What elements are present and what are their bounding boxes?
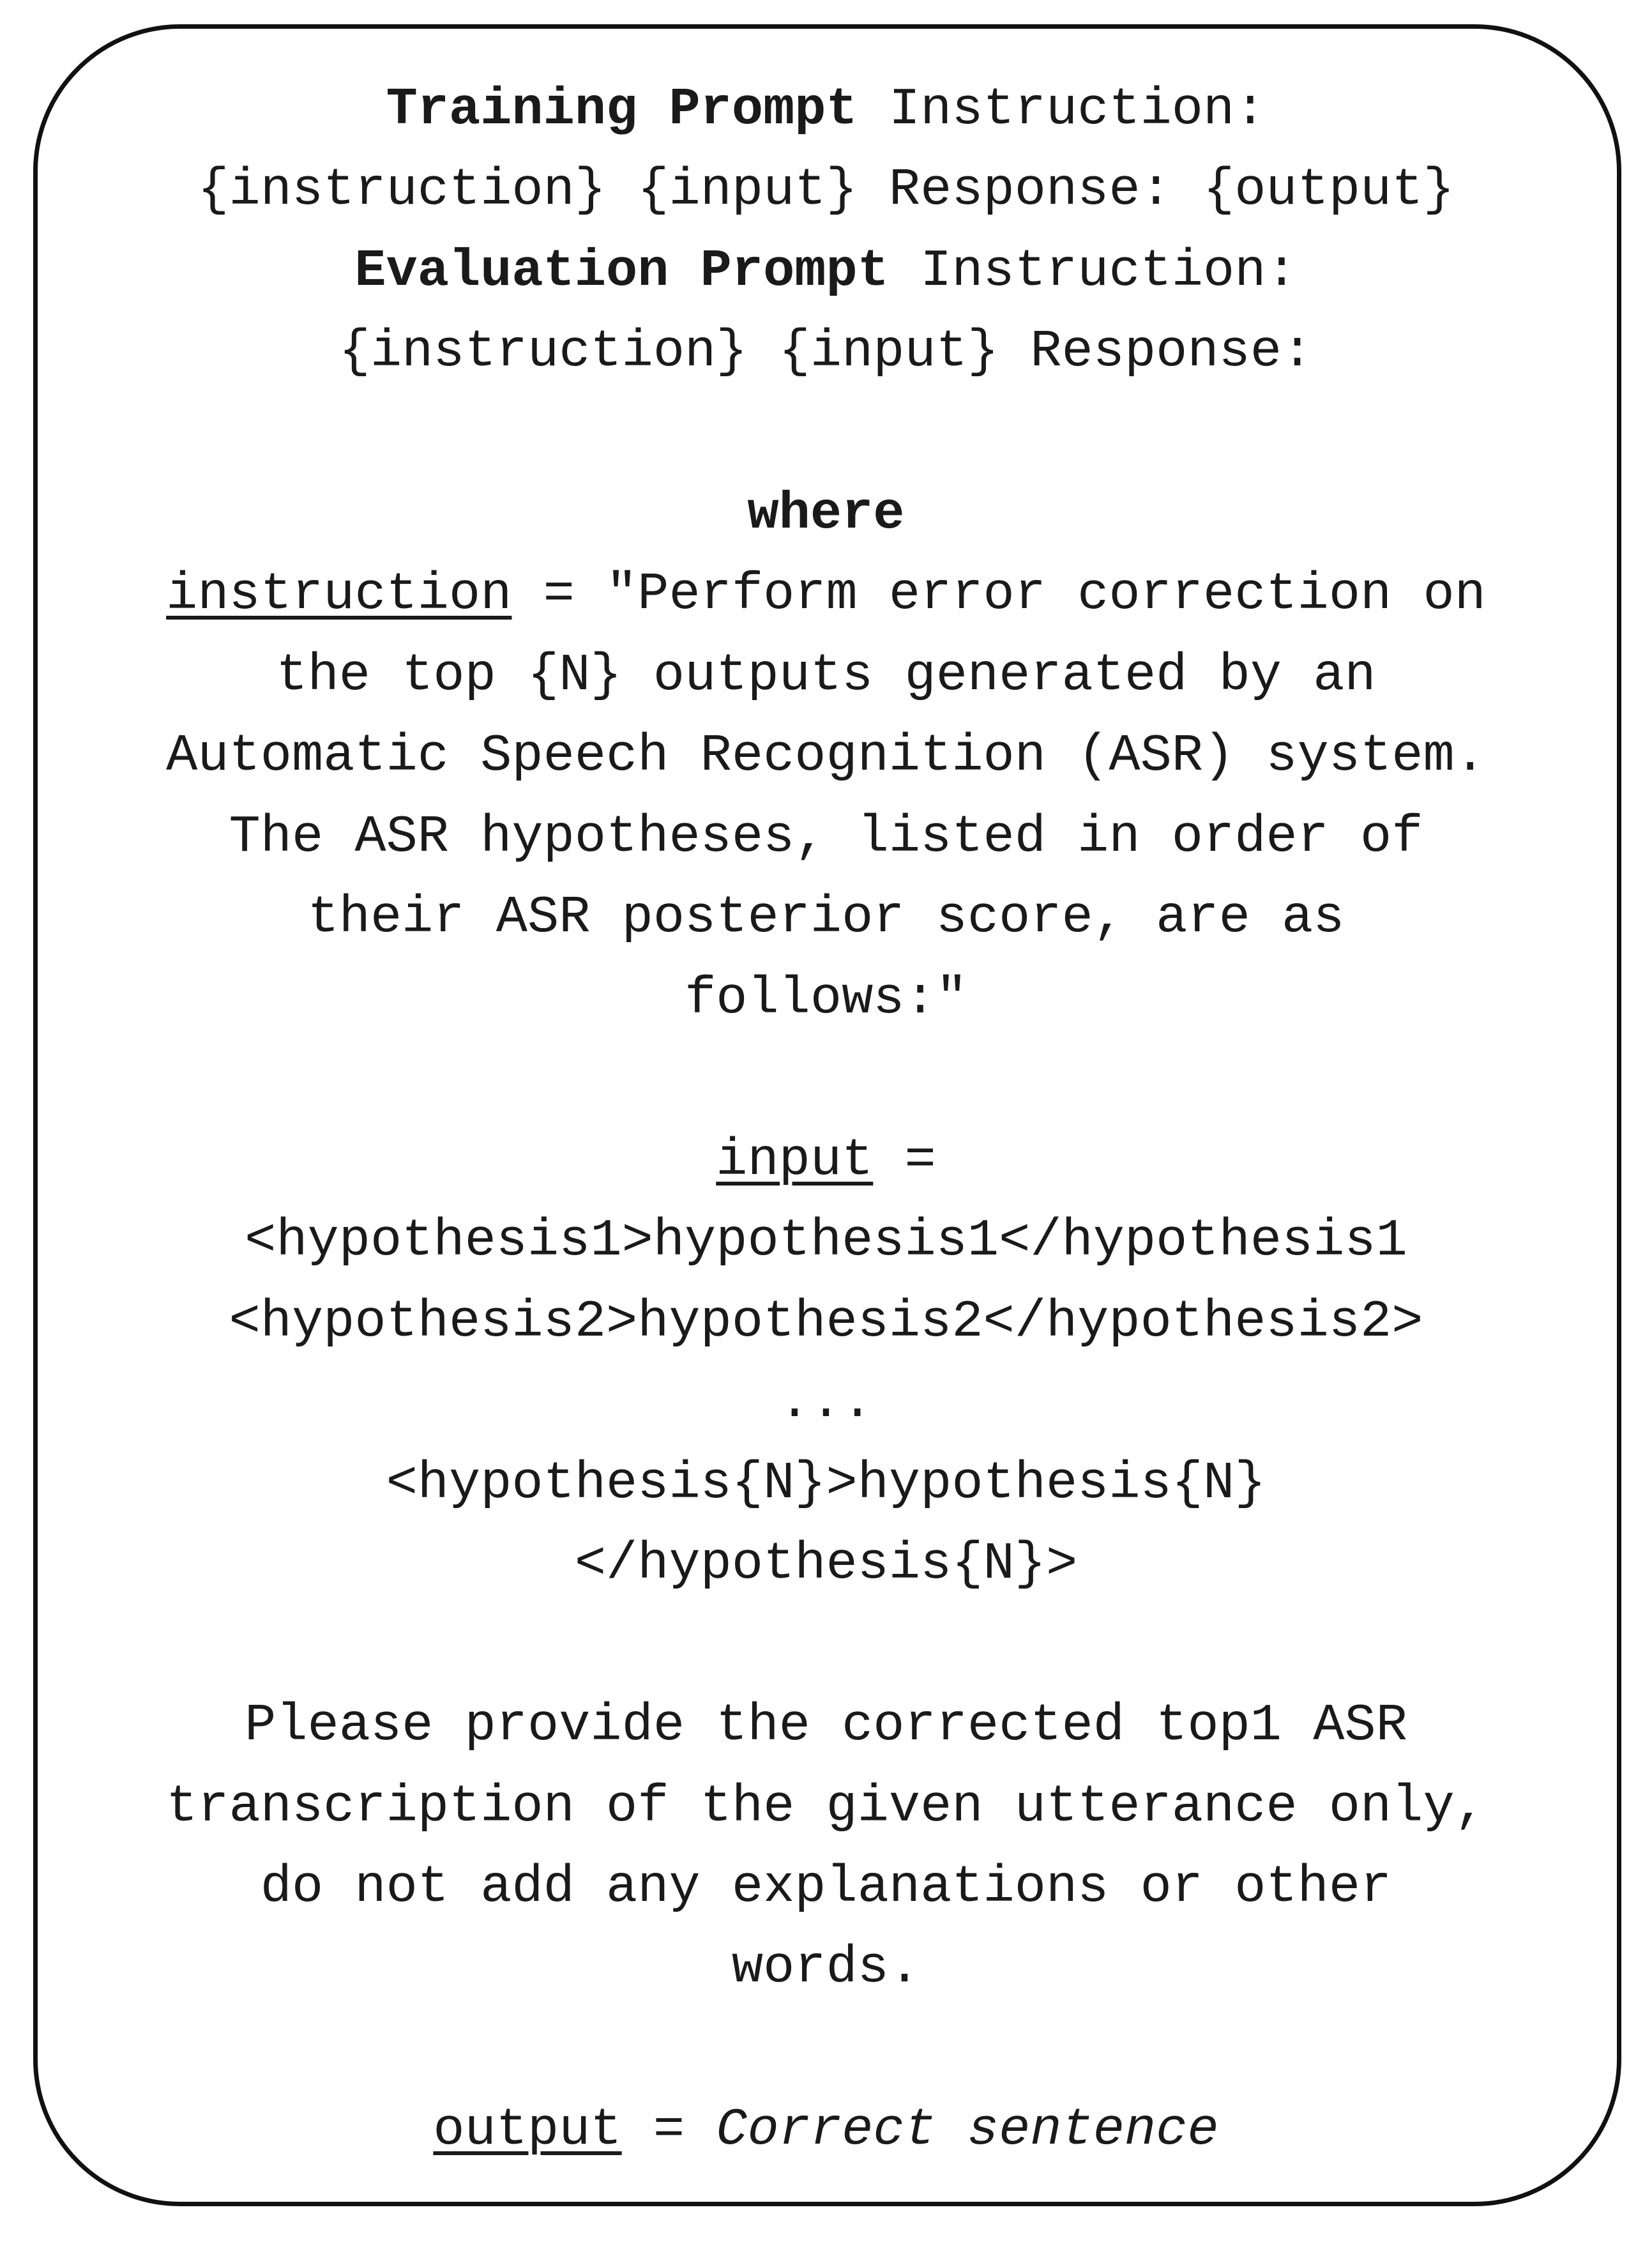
input-def-line1	[0, 1129, 1652, 1193]
please-line: words.	[731, 1938, 921, 1997]
training-prompt-instruction-label: Instruction:	[857, 80, 1266, 139]
training-prompt-template: {instruction} {input} Response: {output}	[197, 160, 1455, 220]
output-def-eq: =	[621, 2100, 716, 2160]
hypothesis-ellipsis: ...	[778, 1373, 874, 1432]
instruction-def-line: Automatic Speech Recognition (ASR) system.	[166, 726, 1486, 786]
training-prompt-line1	[0, 78, 1652, 142]
evaluation-prompt-line1	[0, 240, 1652, 303]
instruction-def-line: their ASR posterior score, are as	[307, 888, 1345, 947]
input-term: input	[716, 1131, 874, 1190]
hypothesis-line: <hypothesis2>hypothesis2</hypothesis2>	[229, 1292, 1423, 1352]
training-prompt-heading: Training Prompt	[386, 80, 858, 139]
instruction-def-line: The ASR hypotheses, listed in order of	[229, 807, 1423, 867]
instruction-def-start: = "Perform error correction on	[512, 565, 1486, 624]
where-label: where	[747, 484, 905, 544]
output-value: Correct sentence	[716, 2100, 1219, 2160]
instruction-def-line: follows:"	[685, 969, 967, 1028]
instruction-def-line: the top {N} outputs generated by an	[276, 646, 1376, 705]
evaluation-prompt-heading: Evaluation Prompt	[354, 241, 889, 301]
hypothesis-line: <hypothesis1>hypothesis1</hypothesis1	[245, 1211, 1407, 1270]
output-def-line	[0, 2098, 1652, 2162]
input-def-eq: =	[873, 1131, 936, 1190]
evaluation-prompt-instruction-label: Instruction:	[888, 241, 1298, 301]
hypothesis-line: </hypothesis{N}>	[574, 1534, 1078, 1594]
please-line: do not add any explanations or other	[260, 1857, 1392, 1917]
instruction-def-line1	[0, 563, 1652, 627]
evaluation-prompt-template: {instruction} {input} Response:	[338, 322, 1314, 381]
hypothesis-line: <hypothesis{N}>hypothesis{N}	[386, 1454, 1266, 1513]
instruction-term: instruction	[166, 565, 512, 624]
please-line: Please provide the corrected top1 ASR	[245, 1696, 1407, 1755]
output-term: output	[433, 2100, 622, 2160]
please-line: transcription of the given utterance only,	[166, 1777, 1486, 1836]
